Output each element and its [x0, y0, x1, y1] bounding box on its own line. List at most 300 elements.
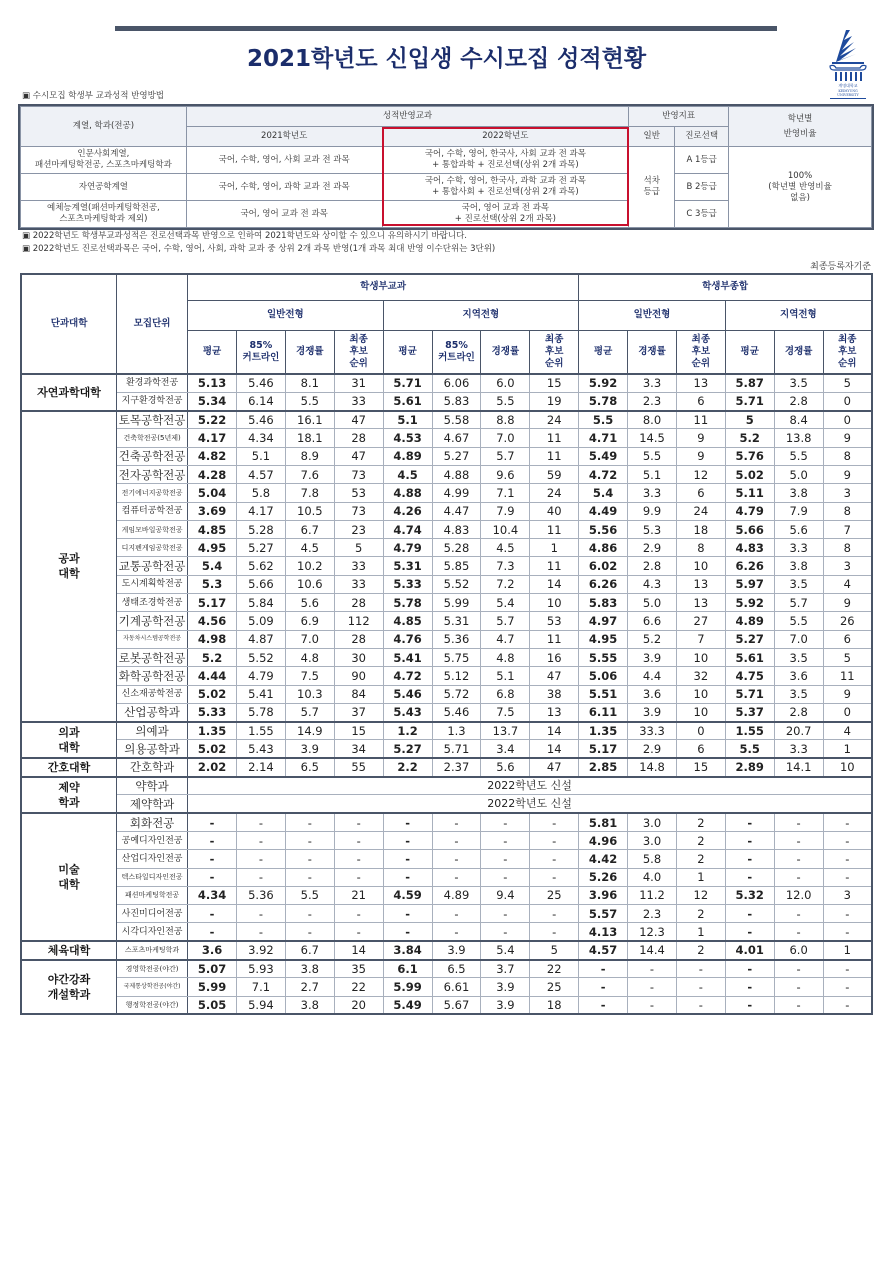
value-cell: 6.6: [628, 612, 677, 630]
unit-cell: 사진미디어전공: [117, 905, 188, 923]
value-cell: -: [383, 831, 432, 849]
value-cell: 9: [823, 594, 872, 612]
value-cell: 14: [530, 722, 579, 740]
value-cell: 5.4: [188, 557, 237, 575]
value-cell: 5.33: [188, 703, 237, 721]
unit-cell: 컴퓨터공학전공: [117, 502, 188, 520]
value-cell: -: [530, 868, 579, 886]
value-cell: 5.5: [285, 392, 334, 410]
value-cell: -: [725, 996, 774, 1014]
value-cell: 7.5: [285, 667, 334, 685]
value-cell: 5.1: [236, 447, 285, 465]
value-cell: 14: [334, 941, 383, 959]
college-cell: 공과 대학: [21, 411, 117, 722]
value-cell: 8.1: [285, 374, 334, 392]
unit-cell: 산업디자인전공: [117, 850, 188, 868]
value-cell: 5.06: [579, 667, 628, 685]
value-cell: -: [628, 996, 677, 1014]
value-cell: -: [725, 978, 774, 996]
value-cell: 4.7: [481, 630, 530, 648]
value-cell: -: [481, 813, 530, 831]
value-cell: 8.0: [628, 411, 677, 429]
value-cell: 47: [530, 758, 579, 776]
value-cell: 5.32: [725, 886, 774, 904]
value-cell: 4.5: [481, 539, 530, 557]
table-row: [21, 648, 872, 666]
value-cell: 14.4: [628, 941, 677, 959]
value-cell: 3.3: [774, 740, 823, 758]
value-cell: 3.3: [774, 539, 823, 557]
value-cell: 28: [334, 594, 383, 612]
value-cell: -: [285, 905, 334, 923]
value-cell: 6.11: [579, 703, 628, 721]
value-cell: 20: [334, 996, 383, 1014]
value-cell: 2.3: [628, 392, 677, 410]
value-cell: 6.5: [285, 758, 334, 776]
value-cell: 14: [530, 740, 579, 758]
value-cell: 5.02: [725, 465, 774, 483]
value-cell: 5.83: [579, 594, 628, 612]
value-cell: 2.2: [383, 758, 432, 776]
value-cell: 26: [823, 612, 872, 630]
value-cell: 12: [676, 465, 725, 483]
value-cell: 5.31: [383, 557, 432, 575]
value-cell: 5.76: [725, 447, 774, 465]
unit-cell: 스포츠마케팅학과: [117, 941, 188, 959]
value-cell: 5.27: [432, 447, 481, 465]
value-cell: 1: [676, 868, 725, 886]
value-cell: 2.8: [774, 703, 823, 721]
value-cell: 5.51: [579, 685, 628, 703]
value-cell: 4: [823, 722, 872, 740]
table-row: [21, 703, 872, 721]
value-cell: 4.88: [383, 484, 432, 502]
value-cell: -: [725, 905, 774, 923]
table-row: [21, 520, 872, 538]
table-row: [21, 594, 872, 612]
value-cell: 8: [823, 539, 872, 557]
value-cell: 34: [334, 740, 383, 758]
value-cell: -: [334, 868, 383, 886]
value-cell: 5.17: [579, 740, 628, 758]
value-cell: 3: [823, 886, 872, 904]
value-cell: 6.9: [285, 612, 334, 630]
value-cell: 6.8: [481, 685, 530, 703]
value-cell: 3.8: [774, 557, 823, 575]
unit-cell: 디지펜게임공학전공: [117, 539, 188, 557]
y2021-header: 2021학년도: [186, 127, 382, 147]
value-cell: 59: [530, 465, 579, 483]
value-cell: 4.89: [383, 447, 432, 465]
unit-cell: 생태조경학전공: [117, 594, 188, 612]
value-cell: 4.95: [579, 630, 628, 648]
value-cell: 24: [676, 502, 725, 520]
value-cell: 5.1: [481, 667, 530, 685]
unit-cell: 시각디자인전공: [117, 923, 188, 941]
value-cell: 5.78: [579, 392, 628, 410]
value-cell: -: [236, 813, 285, 831]
value-cell: 2: [676, 905, 725, 923]
value-cell: 5.02: [188, 685, 237, 703]
value-cell: 4.96: [579, 831, 628, 849]
avg-header: 평균: [579, 330, 628, 374]
value-cell: -: [774, 813, 823, 831]
unit-cell: 기계공학전공: [117, 612, 188, 630]
table-row: [21, 557, 872, 575]
college-cell: 제약 학과: [21, 777, 117, 814]
value-cell: 1.35: [579, 722, 628, 740]
value-cell: 5.8: [628, 850, 677, 868]
value-cell: 5.97: [725, 575, 774, 593]
value-cell: 9.9: [628, 502, 677, 520]
value-cell: 2.02: [188, 758, 237, 776]
table-row: [21, 831, 872, 849]
ratio-header: 학년별 반영비율: [729, 107, 872, 147]
value-cell: 19: [530, 392, 579, 410]
value-cell: 4.74: [383, 520, 432, 538]
table-row: [21, 795, 872, 813]
value-cell: 5.36: [236, 886, 285, 904]
value-cell: 5.46: [383, 685, 432, 703]
value-cell: 5.57: [579, 905, 628, 923]
value-cell: 3.96: [579, 886, 628, 904]
value-cell: 7: [676, 630, 725, 648]
value-cell: 6: [676, 392, 725, 410]
value-cell: 11: [530, 630, 579, 648]
value-cell: 11: [823, 667, 872, 685]
value-cell: 13: [676, 374, 725, 392]
value-cell: -: [774, 960, 823, 978]
value-cell: 5.3: [628, 520, 677, 538]
value-cell: 4.88: [432, 465, 481, 483]
value-cell: 4.26: [383, 502, 432, 520]
value-cell: 5.55: [579, 648, 628, 666]
value-cell: 4.79: [236, 667, 285, 685]
ratio-value-cell: 100% (학년별 반영비율 없음): [729, 147, 872, 228]
value-cell: 13: [530, 703, 579, 721]
table-row: [21, 374, 872, 392]
value-cell: 5.05: [188, 996, 237, 1014]
value-cell: 9.6: [481, 465, 530, 483]
value-cell: 5.09: [236, 612, 285, 630]
value-cell: 2: [676, 831, 725, 849]
value-cell: 28: [334, 429, 383, 447]
value-cell: 3.9: [481, 996, 530, 1014]
value-cell: 10.3: [285, 685, 334, 703]
jonghap-regional-header: 지역전형: [725, 300, 872, 330]
value-cell: 6.14: [236, 392, 285, 410]
value-cell: 3.0: [628, 831, 677, 849]
college-cell: 미술 대학: [21, 813, 117, 941]
value-cell: -: [774, 868, 823, 886]
value-cell: -: [432, 831, 481, 849]
value-cell: -: [188, 905, 237, 923]
value-cell: -: [432, 905, 481, 923]
value-cell: 4.72: [383, 667, 432, 685]
value-cell: 2: [676, 941, 725, 959]
value-cell: 4.79: [725, 502, 774, 520]
value-cell: 5.92: [579, 374, 628, 392]
method-2021-cell: 국어, 영어 교과 전 과목: [186, 201, 382, 228]
table-row: [21, 612, 872, 630]
value-cell: 1.55: [725, 722, 774, 740]
value-cell: 5.84: [236, 594, 285, 612]
value-cell: -: [823, 813, 872, 831]
value-cell: -: [481, 850, 530, 868]
value-cell: 4.34: [236, 429, 285, 447]
table-row: [21, 465, 872, 483]
value-cell: 9: [676, 429, 725, 447]
value-cell: 32: [676, 667, 725, 685]
value-cell: 3.6: [774, 667, 823, 685]
value-cell: 24: [530, 411, 579, 429]
value-cell: 6.61: [432, 978, 481, 996]
value-cell: -: [676, 978, 725, 996]
value-cell: 5.17: [188, 594, 237, 612]
value-cell: 12.0: [774, 886, 823, 904]
value-cell: 1.55: [236, 722, 285, 740]
value-cell: 5.87: [725, 374, 774, 392]
college-header: 단과대학: [21, 274, 117, 374]
value-cell: 4.97: [579, 612, 628, 630]
value-cell: 5.7: [774, 594, 823, 612]
value-cell: 4.87: [236, 630, 285, 648]
value-cell: 73: [334, 465, 383, 483]
value-cell: -: [285, 850, 334, 868]
unit-cell: 전기에너지공학전공: [117, 484, 188, 502]
value-cell: 4.86: [579, 539, 628, 557]
value-cell: 7.9: [481, 502, 530, 520]
value-cell: 31: [334, 374, 383, 392]
rank-header: 최종 후보 순위: [334, 330, 383, 374]
value-cell: 3.6: [188, 941, 237, 959]
value-cell: -: [725, 868, 774, 886]
unit-cell: 회화전공: [117, 813, 188, 831]
value-cell: -: [823, 905, 872, 923]
value-cell: 4.71: [579, 429, 628, 447]
value-cell: 5.4: [481, 594, 530, 612]
avg-header: 평균: [725, 330, 774, 374]
value-cell: -: [676, 996, 725, 1014]
note-2: ▣ 2022학년도 진로선택과목은 국어, 수학, 영어, 사회, 과학 교과 중 상위 2개 과목 반영(1개 과목 최대 반영 이수단위는 3단위): [22, 244, 496, 254]
value-cell: 4.76: [383, 630, 432, 648]
value-cell: 5.36: [432, 630, 481, 648]
value-cell: -: [432, 923, 481, 941]
value-cell: 9: [823, 429, 872, 447]
value-cell: 5.83: [432, 392, 481, 410]
value-cell: 4.95: [188, 539, 237, 557]
value-cell: -: [628, 978, 677, 996]
college-cell: 체육대학: [21, 941, 117, 959]
unit-cell: 전자공학전공: [117, 465, 188, 483]
value-cell: -: [676, 960, 725, 978]
page-title: 2021학년도 신입생 수시모집 성적현황: [246, 46, 647, 72]
value-cell: -: [285, 813, 334, 831]
value-cell: 6.26: [579, 575, 628, 593]
unit-cell: 건축공학전공: [117, 447, 188, 465]
value-cell: -: [481, 923, 530, 941]
unit-cell: 약학과: [117, 777, 188, 795]
value-cell: 3.9: [481, 978, 530, 996]
value-cell: 2.37: [432, 758, 481, 776]
value-cell: 14.8: [628, 758, 677, 776]
value-cell: 84: [334, 685, 383, 703]
value-cell: 13.8: [774, 429, 823, 447]
value-cell: 4.17: [188, 429, 237, 447]
value-cell: 10.6: [285, 575, 334, 593]
header-rule: [115, 26, 777, 31]
value-cell: 2.85: [579, 758, 628, 776]
value-cell: 5.28: [432, 539, 481, 557]
value-cell: -: [725, 831, 774, 849]
note-1: ▣ 2022학년도 학생부교과성적은 진로선택과목 반영으로 인하여 2021학년도와 상이할 수 있으니 유의하시기 바랍니다.: [22, 231, 468, 241]
value-cell: 5.49: [383, 996, 432, 1014]
value-cell: 4.28: [188, 465, 237, 483]
value-cell: 5.27: [236, 539, 285, 557]
value-cell: -: [236, 850, 285, 868]
value-cell: 4.01: [725, 941, 774, 959]
value-cell: 3.5: [774, 685, 823, 703]
value-cell: 5.85: [432, 557, 481, 575]
value-cell: 3.9: [285, 740, 334, 758]
value-cell: -: [188, 868, 237, 886]
value-cell: 4: [823, 575, 872, 593]
value-cell: 9.4: [481, 886, 530, 904]
unit-cell: 화학공학전공: [117, 667, 188, 685]
method-dept-cell: 인문사회계열, 패션마케팅학전공, 스포츠마케팅학과: [21, 147, 187, 174]
value-cell: 4.47: [432, 502, 481, 520]
value-cell: 55: [334, 758, 383, 776]
rate-header: 경쟁률: [628, 330, 677, 374]
rank-header: 최종 후보 순위: [676, 330, 725, 374]
value-cell: 7.2: [481, 575, 530, 593]
svg-text:UNIVERSITY: UNIVERSITY: [837, 93, 859, 97]
keimyung-university-logo: [826, 28, 870, 100]
value-cell: 11: [530, 520, 579, 538]
unit-cell: 의예과: [117, 722, 188, 740]
value-cell: 0: [823, 411, 872, 429]
unit-cell: 간호학과: [117, 758, 188, 776]
value-cell: 11: [530, 447, 579, 465]
value-cell: 3.8: [285, 996, 334, 1014]
svg-text:계명대학교: 계명대학교: [838, 83, 858, 88]
unit-cell: 신소재공학전공: [117, 685, 188, 703]
value-cell: 14.9: [285, 722, 334, 740]
value-cell: 8.4: [774, 411, 823, 429]
value-cell: 14: [530, 575, 579, 593]
table-row: [21, 960, 872, 978]
value-cell: 7.1: [481, 484, 530, 502]
value-cell: 6.26: [725, 557, 774, 575]
value-cell: -: [481, 868, 530, 886]
value-cell: 5.4: [481, 941, 530, 959]
value-cell: -: [334, 923, 383, 941]
value-cell: 3.9: [628, 703, 677, 721]
value-cell: 47: [530, 667, 579, 685]
value-cell: 5.27: [725, 630, 774, 648]
value-cell: 5.66: [236, 575, 285, 593]
value-cell: 7.3: [481, 557, 530, 575]
value-cell: 12.3: [628, 923, 677, 941]
career-grade-b: B 2등급: [675, 174, 729, 201]
value-cell: 2.8: [774, 392, 823, 410]
basis-label: 최종등록자기준: [810, 262, 871, 272]
value-cell: 5: [823, 648, 872, 666]
value-cell: -: [774, 978, 823, 996]
value-cell: -: [334, 813, 383, 831]
method-2021-cell: 국어, 수학, 영어, 사회 교과 전 과목: [186, 147, 382, 174]
value-cell: 5.04: [188, 484, 237, 502]
value-cell: 112: [334, 612, 383, 630]
value-cell: 4.59: [383, 886, 432, 904]
value-cell: 2: [676, 850, 725, 868]
table-row: [21, 923, 872, 941]
value-cell: 5.4: [579, 484, 628, 502]
value-cell: 3.5: [774, 648, 823, 666]
value-cell: 11.2: [628, 886, 677, 904]
table-row: [21, 429, 872, 447]
value-cell: 10: [676, 703, 725, 721]
value-cell: 5.46: [236, 374, 285, 392]
value-cell: 5.0: [774, 465, 823, 483]
value-cell: 5: [530, 941, 579, 959]
method-2022-cell: 국어, 수학, 영어, 한국사, 사회 교과 전 과목 + 통합과학 + 진로선택(상위 2개 과목): [382, 147, 629, 174]
value-cell: 4.8: [285, 648, 334, 666]
value-cell: 5.41: [383, 648, 432, 666]
value-cell: 0: [823, 392, 872, 410]
value-cell: 4.57: [579, 941, 628, 959]
value-cell: 35: [334, 960, 383, 978]
value-cell: 4.5: [285, 539, 334, 557]
value-cell: 10: [676, 557, 725, 575]
value-cell: 4.79: [383, 539, 432, 557]
value-cell: 3.8: [285, 960, 334, 978]
value-cell: 7.0: [285, 630, 334, 648]
new-program-cell: 2022학년도 신설: [188, 777, 872, 795]
value-cell: 15: [676, 758, 725, 776]
value-cell: 7.9: [774, 502, 823, 520]
value-cell: 1.2: [383, 722, 432, 740]
value-cell: -: [823, 960, 872, 978]
value-cell: 20.7: [774, 722, 823, 740]
unit-cell: 산업공학과: [117, 703, 188, 721]
gyogwa-header: 학생부교과: [188, 274, 579, 300]
value-cell: -: [530, 850, 579, 868]
unit-cell: 자동차시스템공학전공: [117, 630, 188, 648]
value-cell: 6.1: [383, 960, 432, 978]
value-cell: 5.49: [579, 447, 628, 465]
value-cell: 1: [823, 740, 872, 758]
college-cell: 간호대학: [21, 758, 117, 776]
value-cell: 53: [530, 612, 579, 630]
avg-header: 평균: [383, 330, 432, 374]
value-cell: 10: [676, 685, 725, 703]
value-cell: 13: [676, 575, 725, 593]
value-cell: -: [725, 923, 774, 941]
table-row: [21, 978, 872, 996]
method-2022-cell: 국어, 수학, 영어, 한국사, 과학 교과 전 과목 + 통합사회 + 진로선택(상위 2개 과목): [382, 174, 629, 201]
value-cell: 5.78: [236, 703, 285, 721]
value-cell: 5.46: [236, 411, 285, 429]
value-cell: 7.1: [236, 978, 285, 996]
value-cell: 5.99: [188, 978, 237, 996]
value-cell: -: [725, 960, 774, 978]
table-row: [21, 392, 872, 410]
table-row: [21, 740, 872, 758]
value-cell: -: [725, 850, 774, 868]
value-cell: 3.3: [628, 374, 677, 392]
value-cell: -: [383, 813, 432, 831]
